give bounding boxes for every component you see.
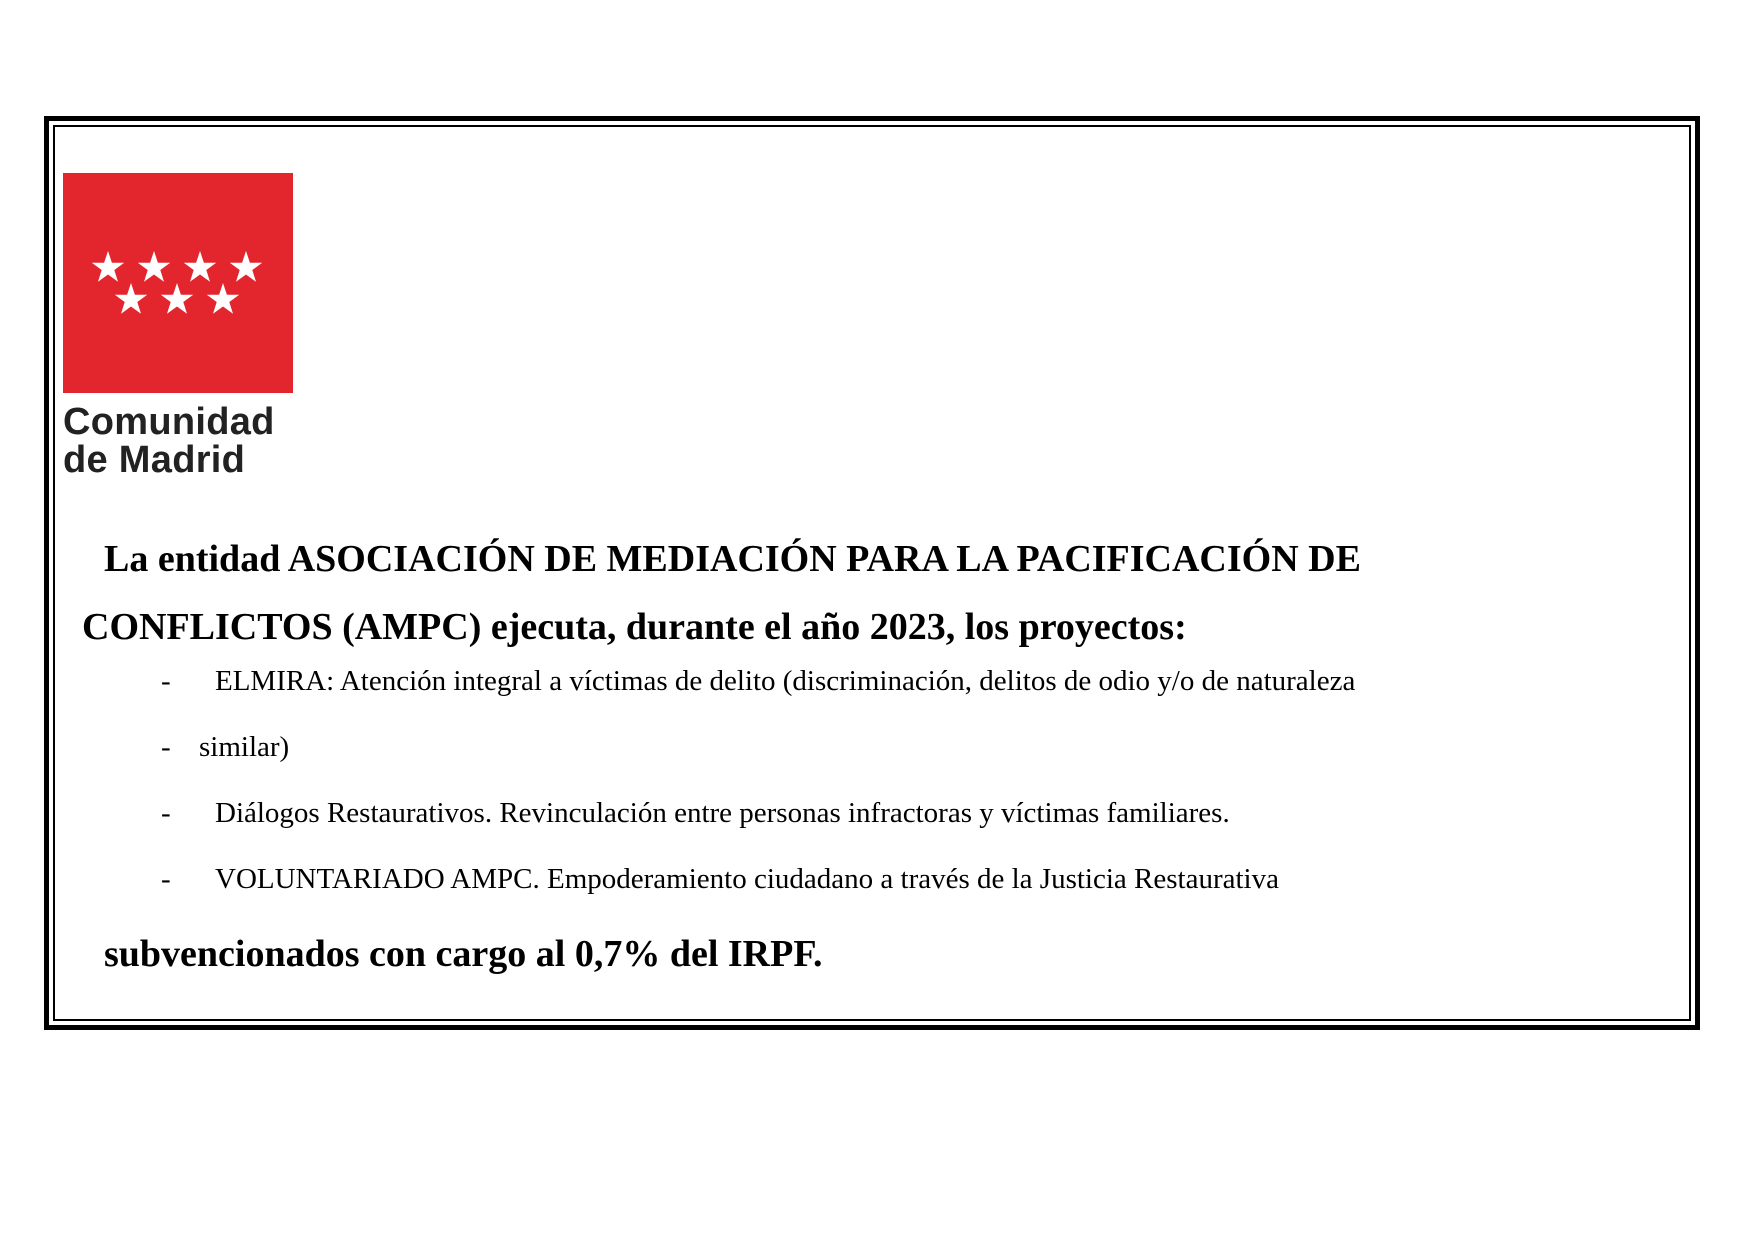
project-text: Diálogos Restaurativos. Revinculación entre personas infractoras y víctimas familiares. [215, 797, 1230, 829]
project-text: similar) [199, 731, 290, 763]
list-dash: - [161, 665, 171, 697]
list-dash: - [161, 797, 171, 829]
intro-paragraph [82, 525, 1642, 661]
logo-red-square [63, 173, 293, 393]
project-text: ELMIRA: Atención integral a víctimas de delito (discriminación, delitos de odio y/o de naturaleza [215, 665, 1356, 697]
closing-statement: subvencionados con cargo al 0,7% del IRPF. [104, 933, 823, 975]
intro-line-1: La entidad ASOCIACIÓN DE MEDIACIÓN PARA LA PACIFICACIÓN DE [104, 538, 1361, 580]
seven-stars-icon [63, 173, 293, 393]
intro-line-2: CONFLICTOS (AMPC) ejecuta, durante el año 2023, los proyectos: [82, 606, 1187, 648]
comunidad-de-madrid-logo [63, 173, 295, 479]
project-text: VOLUNTARIADO AMPC. Empoderamiento ciudadano a través de la Justicia Restaurativa [215, 863, 1279, 895]
list-dash: - [161, 863, 171, 895]
list-dash: - [161, 731, 171, 763]
logo-line-2: de Madrid [63, 439, 246, 481]
logo-line-1: Comunidad [63, 401, 275, 443]
logo-wordmark [63, 403, 295, 479]
